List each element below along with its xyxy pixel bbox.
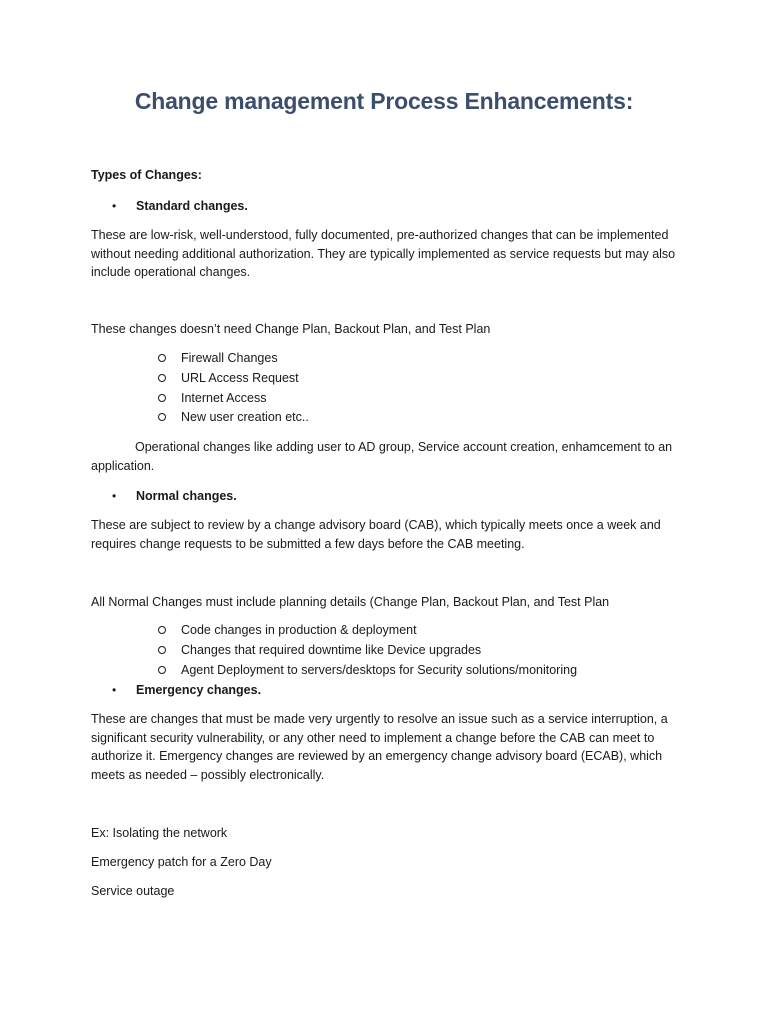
circle-bullet-icon bbox=[158, 626, 166, 634]
circle-bullet-icon bbox=[158, 666, 166, 674]
circle-bullet-icon bbox=[158, 374, 166, 382]
standard-changes-heading: Standard changes. bbox=[136, 199, 248, 213]
emergency-example-1: Ex: Isolating the network bbox=[91, 826, 228, 840]
standard-changes-description: These are low-risk, well-understood, fully documented, pre-authorized changes that can be implemented without needing additional authorization. They are typically implemented as service requests but may also include operational changes. bbox=[91, 228, 676, 279]
circle-bullet-icon bbox=[158, 354, 166, 362]
document-page: Change management Process Enhancements: Types of Changes: • Standard changes. These are low-risk, well-understood, fully documented, pre-authorized changes that can be implemented without needing additional authorization. They are typically implemented as service requests but may also include operational changes. These changes doesn’t need Change Plan, Backout Plan, and Test Plan Firewall Changes URL Access Request Internet Access New user creation etc.. Operational changes like adding user to AD group, Service account creation, enhamcement to an application. • Normal changes. These are subject to review by a change advisory board (CAB), which typically meets once a week and requires change requests to be submitted a few days before the CAB meeting. All Normal Changes must include planning details (Change Plan, Backout Plan, and Test Plan Code changes in production & deployment Changes that required downtime like Device upgrades Agent Deployment to servers/desktops for Security solutions/monitoring • Emergency changes. These are changes that must be made very urgently to resolve an issue such as a service interruption, a significant security vulnerability, or any other need to implement a change before the CAB can meet to authorize it. Emergency changes are reviewed by an emergency change advisory board (ECAB), which meets as needed – possibly electronically. Ex: Isolating the network Emergency patch for a Zero Day Service outage bbox=[0, 0, 768, 1024]
document-title: Change management Process Enhancements: bbox=[134, 88, 634, 114]
circle-bullet-icon bbox=[158, 413, 166, 421]
emergency-changes-heading: Emergency changes. bbox=[136, 683, 262, 697]
operational-changes-note: Operational changes like adding user to AD group, Service account creation, enhamcement to an application. bbox=[91, 440, 673, 473]
bullet-icon: • bbox=[112, 199, 117, 213]
emergency-changes-description: These are changes that must be made very urgently to resolve an issue such as a service interruption, a significant security vulnerability, or any other need to implement a change before the CAB can meet to authorize it. Emergency changes are reviewed by an emergency change advisory board (ECAB), which meets as needed – possibly electronically. bbox=[91, 712, 668, 782]
types-heading: Types of Changes: bbox=[91, 168, 202, 182]
standard-changes-note: These changes doesn’t need Change Plan, Backout Plan, and Test Plan bbox=[91, 322, 491, 336]
circle-bullet-icon bbox=[158, 646, 166, 654]
emergency-example-3: Service outage bbox=[91, 884, 175, 898]
bullet-icon: • bbox=[112, 683, 117, 697]
normal-changes-description: These are subject to review by a change advisory board (CAB), which typically meets once a week and requires change requests to be submitted a few days before the CAB meeting. bbox=[91, 518, 661, 551]
normal-changes-heading: Normal changes. bbox=[136, 489, 237, 503]
circle-bullet-icon bbox=[158, 394, 166, 402]
bullet-icon: • bbox=[112, 489, 117, 503]
emergency-example-2: Emergency patch for a Zero Day bbox=[91, 855, 272, 869]
normal-changes-note: All Normal Changes must include planning details (Change Plan, Backout Plan, and Test Plan bbox=[91, 595, 610, 609]
